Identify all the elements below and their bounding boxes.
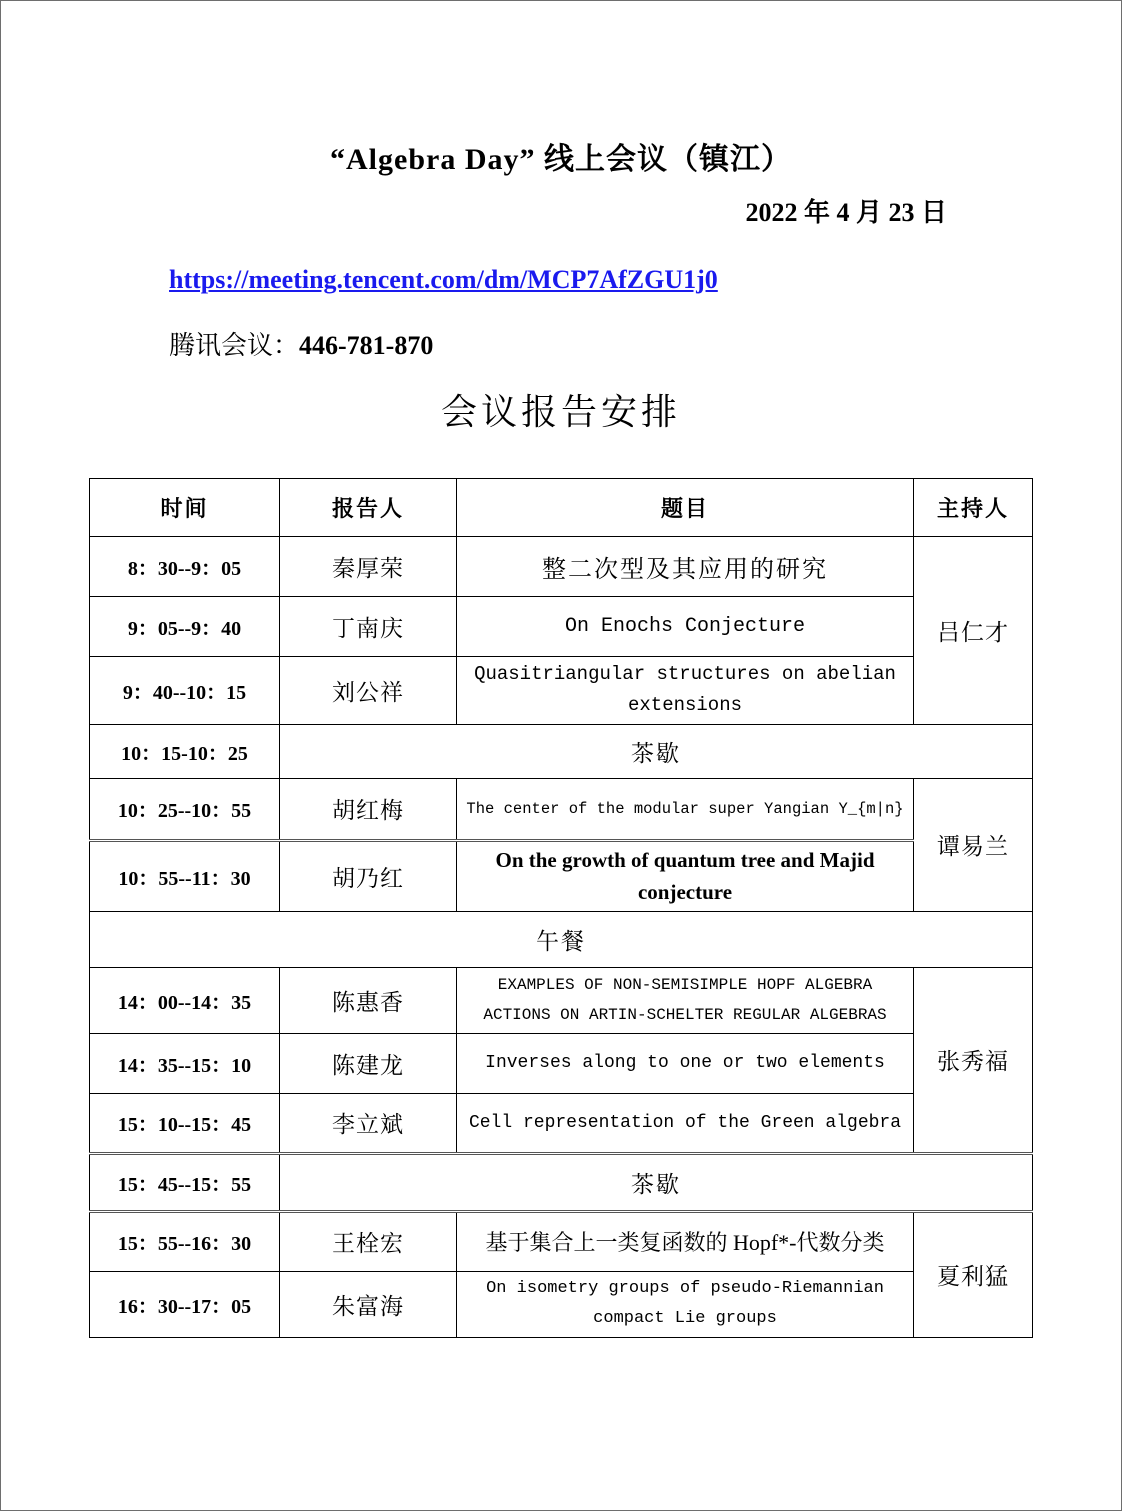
time-cell: 14：35--15：10 <box>90 1033 280 1093</box>
table-row <box>90 657 1033 725</box>
time-cell: 8：30--9：05 <box>90 537 280 597</box>
table-row <box>90 1271 1033 1337</box>
title-cell: On Enochs Conjecture <box>457 597 914 657</box>
host-cell: 张秀福 <box>914 967 1033 1153</box>
column-header-title: 题目 <box>457 479 914 537</box>
speaker-cell: 陈建龙 <box>280 1033 457 1093</box>
time-cell: 10：25--10：55 <box>90 778 280 840</box>
time-cell: 16：30--17：05 <box>90 1271 280 1337</box>
table-header-row <box>90 479 1033 537</box>
break-label-cell: 茶歇 <box>280 1153 1033 1211</box>
time-cell: 14：00--14：35 <box>90 967 280 1033</box>
meeting-link-line <box>169 265 1121 295</box>
title-cell: 基于集合上一类复函数的 Hopf*-代数分类 <box>457 1211 914 1271</box>
title-cell: On the growth of quantum tree and Majid conjecture <box>457 840 914 911</box>
break-row <box>90 1153 1033 1211</box>
table-row <box>90 1093 1033 1153</box>
time-cell: 9：40--10：15 <box>90 657 280 725</box>
meeting-link[interactable]: https://meeting.tencent.com/dm/MCP7AfZGU1j0 <box>169 265 718 294</box>
speaker-cell: 秦厚荣 <box>280 537 457 597</box>
host-cell: 夏利猛 <box>914 1211 1033 1337</box>
speaker-cell: 刘公祥 <box>280 657 457 725</box>
time-cell: 15：10--15：45 <box>90 1093 280 1153</box>
title-cell: Inverses along to one or two elements <box>457 1033 914 1093</box>
time-cell: 15：45--15：55 <box>90 1153 280 1211</box>
time-cell: 9：05--9：40 <box>90 597 280 657</box>
break-label-cell: 茶歇 <box>280 724 1033 778</box>
speaker-cell: 王栓宏 <box>280 1211 457 1271</box>
lunch-label-cell: 午餐 <box>90 911 1033 967</box>
title-cell: Cell representation of the Green algebra <box>457 1093 914 1153</box>
host-cell: 谭易兰 <box>914 778 1033 911</box>
conference-date: 2022 年 4 月 23 日 <box>745 198 947 227</box>
host-cell: 吕仁才 <box>914 537 1033 725</box>
table-row <box>90 778 1033 840</box>
column-header-speaker: 报告人 <box>280 479 457 537</box>
title-cell: EXAMPLES OF NON-SEMISIMPLE HOPF ALGEBRA ACTIONS ON ARTIN-SCHELTER REGULAR ALGEBRAS <box>457 967 914 1033</box>
break-row <box>90 724 1033 778</box>
table-row <box>90 1033 1033 1093</box>
speaker-cell: 李立斌 <box>280 1093 457 1153</box>
meeting-id-line <box>169 325 1121 362</box>
title-cell: Quasitriangular structures on abelian extensions <box>457 657 914 725</box>
speaker-cell: 朱富海 <box>280 1271 457 1337</box>
schedule-table <box>89 478 1033 1338</box>
column-header-time: 时间 <box>90 479 280 537</box>
title-cell: The center of the modular super Yangian Y_{m|n} <box>457 778 914 840</box>
speaker-cell: 丁南庆 <box>280 597 457 657</box>
speaker-cell: 胡乃红 <box>280 840 457 911</box>
time-cell: 15：55--16：30 <box>90 1211 280 1271</box>
table-row <box>90 597 1033 657</box>
table-row <box>90 1211 1033 1271</box>
time-cell: 10：15-10：25 <box>90 724 280 778</box>
schedule-heading: 会议报告安排 <box>440 392 681 432</box>
meeting-id-label: 腾讯会议： <box>169 331 300 360</box>
speaker-cell: 胡红梅 <box>280 778 457 840</box>
lunch-row <box>90 911 1033 967</box>
table-row <box>90 537 1033 597</box>
meeting-id-number: 446-781-870 <box>299 331 434 360</box>
column-header-host: 主持人 <box>914 479 1033 537</box>
time-cell: 10：55--11：30 <box>90 840 280 911</box>
table-row <box>90 840 1033 911</box>
table-row <box>90 967 1033 1033</box>
speaker-cell: 陈惠香 <box>280 967 457 1033</box>
conference-title: “Algebra Day” 线上会议（镇江） <box>330 143 792 176</box>
title-cell: On isometry groups of pseudo-Riemannian compact Lie groups <box>457 1271 914 1337</box>
title-cell: 整二次型及其应用的研究 <box>457 537 914 597</box>
